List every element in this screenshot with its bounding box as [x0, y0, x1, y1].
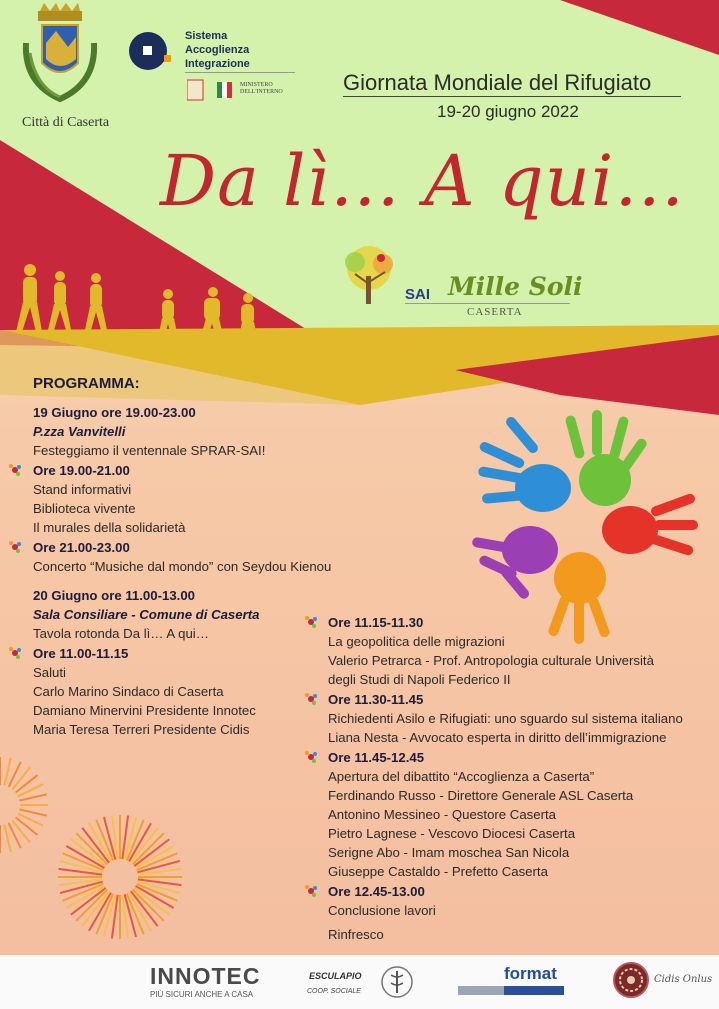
firework-ray [4, 824, 10, 851]
firework-ray [19, 794, 46, 800]
day1-place: P.zza Vanvitelli [33, 424, 126, 439]
program-item: Antonino Messineo - Questore Caserta [328, 807, 556, 822]
innotec-logo: INNOTEC [150, 963, 261, 989]
sai-logo-icon [128, 31, 174, 71]
city-label: Città di Caserta [22, 115, 110, 130]
program-item: Richiedenti Asilo e Rifugiati: uno sguardo sul sistema italiano [328, 711, 683, 726]
format-logo-bar-accent [458, 986, 504, 995]
ministry-line: DELL'INTERNO [240, 89, 283, 95]
sparkle-bullet-icon [9, 647, 21, 659]
tree-logo-icon [333, 244, 405, 308]
ministry-label [240, 82, 283, 96]
firework-decoration-icon [0, 735, 50, 875]
cidis-logo: Cidis Onlus [654, 974, 713, 985]
day2-slot2-time: Ore 11.15-11.30 [328, 615, 424, 630]
cidis-emblem-icon [612, 961, 650, 999]
sai-logo-line: Accoglienza [185, 44, 250, 56]
innotec-tagline: PIÙ SICURI ANCHE A CASA [150, 990, 254, 999]
sparkle-bullet-icon [305, 693, 317, 705]
program-item: Biblioteca vivente [33, 501, 136, 516]
sai-logo-text [185, 29, 250, 71]
sai-logo-line: Integrazione [185, 58, 250, 70]
ministry-emblem-icon [187, 78, 237, 102]
program-item: Saluti [33, 665, 66, 680]
sparkle-bullet-icon [9, 464, 21, 476]
day2-slot3-time: Ore 11.30-11.45 [328, 692, 424, 707]
city-crest-icon [20, 3, 100, 111]
firework-ray [4, 758, 10, 785]
program-item: Stand informativi [33, 482, 132, 497]
firework-ray [16, 817, 38, 834]
sparkle-bullet-icon [305, 751, 317, 763]
colorful-hands-illustration [470, 410, 700, 645]
firework-ray [18, 814, 43, 826]
event-dates: 19-20 giugno 2022 [437, 102, 579, 121]
day2-slot1-time: Ore 11.00-11.15 [33, 646, 129, 661]
day2-heading: 20 Giugno ore 11.00-13.00 [33, 588, 195, 603]
event-title: Giornata Mondiale del Rifugiato [343, 70, 652, 95]
esculapio-tagline: COOP. SOCIALE [307, 988, 361, 995]
format-logo: format [504, 964, 557, 983]
caduceus-icon [380, 965, 414, 999]
day2-intro: Tavola rotonda Da lì… A qui… [33, 626, 209, 641]
program-item: Damiano Minervini Presidente Innotec [33, 703, 256, 718]
firework-ray [18, 784, 43, 796]
program-item: Pietro Lagnese - Vescovo Diocesi Caserta [328, 826, 576, 841]
mille-soli-city: CASERTA [467, 306, 523, 318]
esculapio-logo: ESCULAPIO [309, 971, 362, 981]
sparkle-bullet-icon [305, 616, 317, 628]
main-title: Da lì… A qui… [160, 140, 686, 222]
firework-ray [19, 809, 46, 815]
program-item: Serigne Abo - Imam moschea San Nicola [328, 845, 570, 860]
program-item: Maria Teresa Terreri Presidente Cidis [33, 722, 250, 737]
program-item: Giuseppe Castaldo - Prefetto Caserta [328, 864, 548, 879]
logo-divider [185, 72, 295, 73]
program-item: La geopolitica delle migrazioni [328, 634, 505, 649]
firework-ray [9, 823, 21, 848]
mille-soli-name: Mille Soli [448, 272, 583, 301]
ministry-line: MINISTERO [240, 82, 273, 88]
program-item: Valerio Petrarca - Prof. Antropologia culturale Università [328, 653, 654, 668]
program-item: Concerto “Musiche dal mondo” con Seydou Kienou [33, 559, 332, 574]
firework-decoration-icon [55, 812, 185, 942]
firework-ray [12, 821, 29, 843]
day1-heading: 19 Giugno ore 19.00-23.00 [33, 405, 196, 420]
day1-slot2-time: Ore 21.00-23.00 [33, 540, 130, 555]
mille-soli-divider [405, 303, 570, 304]
sparkle-bullet-icon [305, 885, 317, 897]
title-underline [343, 96, 681, 97]
program-item: Conclusione lavori [328, 903, 436, 918]
program-item: Apertura del dibattito “Accoglienza a Caserta” [328, 769, 595, 784]
day2-slot5-time: Ore 12.45-13.00 [328, 884, 425, 899]
day2-place: Sala Consiliare - Comune di Caserta [33, 607, 260, 622]
firework-ray [9, 762, 21, 787]
program-item: Liana Nesta - Avvocato esperta in diritto dell’immigrazione [328, 730, 667, 745]
day1-slot1-time: Ore 19.00-21.00 [33, 463, 130, 478]
sparkle-bullet-icon [9, 541, 21, 553]
walking-people-silhouette [8, 262, 278, 346]
program-closing: Rinfresco [328, 927, 384, 942]
programma-title: PROGRAMMA: [33, 375, 140, 392]
program-item: Il murales della solidarietà [33, 520, 186, 535]
program-item: Carlo Marino Sindaco di Caserta [33, 684, 224, 699]
program-item: degli Studi di Napoli Federico II [328, 672, 511, 687]
program-item: Ferdinando Russo - Direttore Generale ASL Caserta [328, 788, 634, 803]
day1-intro: Festeggiamo il ventennale SPRAR-SAI! [33, 443, 266, 458]
firework-ray [16, 775, 38, 792]
firework-ray [12, 767, 29, 789]
day2-slot4-time: Ore 11.45-12.45 [328, 750, 425, 765]
mille-soli-sai: SAI [405, 286, 431, 303]
sai-logo-line: Sistema [185, 30, 228, 42]
